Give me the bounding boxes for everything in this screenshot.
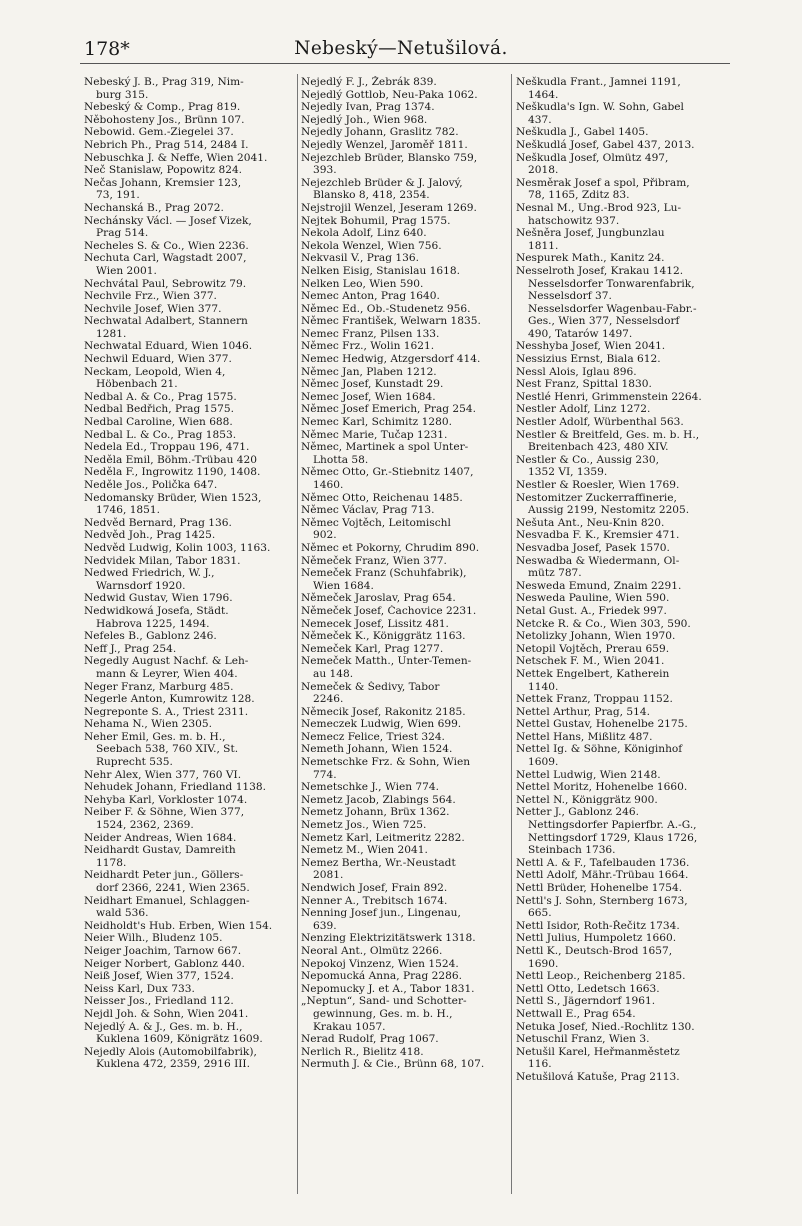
directory-entry-line: Nejedly Ivan, Prag 1374. [301, 101, 435, 114]
directory-entry-line: Nejedlý Joh., Wien 968. [301, 113, 428, 126]
directory-entry-line: Němec Václav, Prag 713. [301, 504, 435, 517]
directory-entry-line: Ruprecht 535. [96, 756, 173, 769]
directory-entry-line: hatschowitz 937. [528, 214, 620, 227]
directory-entry-line: Nehr Alex, Wien 377, 760 VI. [84, 768, 242, 781]
directory-entry-line: Němeček Jaroslav, Prag 654. [301, 592, 456, 605]
directory-entry-line: Kuklena 472, 2359, 2916 III. [96, 1058, 250, 1071]
directory-entry-line: Neškudlá Josef, Gabel 437, 2013. [516, 138, 695, 151]
directory-entry-line: Nebowid. Gem.-Ziegelei 37. [84, 126, 234, 139]
directory-entry-line: Wien 2001. [96, 264, 157, 277]
directory-entry-line: Němec Vojtěch, Leitomischl [301, 516, 451, 529]
directory-entry-line: Netolizky Johann, Wien 1970. [516, 630, 676, 643]
directory-entry-line: Neider Andreas, Wien 1684. [84, 831, 237, 844]
directory-entry-line: Prag 514. [96, 227, 149, 240]
directory-entry-line: Nestomitzer Zuckerraffinerie, [516, 491, 677, 504]
directory-entry-line: Nesweda Emund, Znaim 2291. [516, 579, 682, 592]
directory-entry-line: Nesvadba F. K., Kremsier 471. [516, 529, 680, 542]
directory-entry-line: Neiger Norbert, Gablonz 440. [84, 957, 245, 970]
directory-entry-line: Němeček K., Königgrätz 1163. [301, 630, 466, 643]
directory-entry-line: Nejedlý F. J., Žebrák 839. [301, 76, 437, 88]
directory-entry-line: Nedbal Bedřich, Prag 1575. [84, 403, 234, 416]
directory-entry-line: 78, 1165, Zditz 83. [528, 189, 630, 202]
directory-entry-line: Nechánsky Václ. — Josef Vizek, [84, 214, 252, 227]
directory-entry-line: Němec Otto, Gr.-Stiebnitz 1407, [301, 466, 474, 479]
directory-entry-line: mütz 787. [528, 567, 582, 580]
directory-entry-line: wald 536. [96, 907, 149, 920]
directory-entry-line: Nesselsdorf 37. [528, 290, 612, 303]
directory-entry-line: Nettel Ig. & Söhne, Königinhof [516, 743, 683, 756]
directory-entry-line: Nemec Karl, Schimitz 1280. [301, 416, 452, 429]
directory-entry-line: Neswadba & Wiedermann, Ol- [516, 554, 680, 567]
directory-entry-line: Lhotta 58. [313, 453, 369, 466]
directory-entry-line: Neč Stanislaw, Popowitz 824. [84, 164, 243, 177]
directory-entry-line: Neiss Karl, Dux 733. [84, 982, 195, 995]
directory-entry-line: Nehama N., Wien 2305. [84, 718, 212, 731]
directory-entry-line: 1811. [528, 239, 559, 252]
directory-entry-line: Nekvasil V., Prag 136. [301, 252, 419, 265]
directory-entry-line: Nejedly Alois (Automobilfabrik), [84, 1045, 257, 1058]
directory-entry-line: Neděla F., Ingrowitz 1190, 1408. [84, 466, 261, 479]
directory-entry-line: 665. [528, 907, 552, 920]
directory-entry-line: Netschek F. M., Wien 2041. [516, 655, 665, 668]
directory-entry-line: Němec Frz., Wolin 1621. [301, 340, 435, 353]
directory-entry-line: 1460. [313, 479, 344, 491]
directory-entry-line: Nerlich R., Bielitz 418. [301, 1045, 424, 1058]
directory-entry-line: Němec Ed., Ob.-Studenetz 956. [301, 302, 471, 315]
directory-entry-line: Nejedly Wenzel, Jaroměř 1811. [301, 138, 468, 151]
directory-entry-line: Nedbal L. & Co., Prag 1853. [84, 428, 237, 441]
directory-entry-line: Nestler Adolf, Würbenthal 563. [516, 416, 684, 429]
directory-entry-line: Nettingsdorfer Papierfbr. A.-G., [528, 819, 697, 832]
directory-entry-line: Němec et Pokorny, Chrudim 890. [301, 541, 480, 554]
running-title: Nebeský—Netušilová. [294, 38, 508, 59]
directory-entry-line: Nest Franz, Spittal 1830. [516, 378, 652, 391]
directory-entry-line: Nemeček Karl, Prag 1277. [301, 642, 444, 655]
directory-entry-line: Nemeček Franz (Schuhfabrik), [301, 567, 467, 580]
directory-entry-line: Nemeček & Šedivy, Tabor [301, 680, 440, 693]
directory-entry-line: Nemecek Josef, Lissitz 481. [301, 617, 449, 630]
directory-entry-line: Aussig 2199, Nestomitz 2205. [528, 504, 690, 517]
directory-entry-line: au 148. [313, 667, 354, 680]
directory-entry-line: Nepomucky J. et A., Tabor 1831. [301, 982, 475, 995]
directory-column-1 [84, 76, 300, 1071]
directory-entry-line: Nedwidkowá Josefa, Städt. [84, 604, 229, 617]
directory-entry-line: Nechwatal Adalbert, Stannern [84, 315, 248, 328]
directory-entry-line: Nelken Eisig, Stanislau 1618. [301, 264, 460, 277]
directory-entry-line: Nessl Alois, Iglau 896. [516, 365, 637, 378]
directory-entry-line: Nendwich Josef, Frain 892. [301, 882, 448, 894]
directory-entry-line: Nestler & Roesler, Wien 1769. [516, 479, 680, 491]
directory-entry-line: Neidhardt Peter jun., Göllers- [84, 869, 244, 882]
directory-entry-line: Nettl S., Jägerndorf 1961. [516, 995, 656, 1008]
directory-entry-line: 774. [313, 768, 337, 781]
directory-entry-line: Neiß Josef, Wien 377, 1524. [84, 970, 234, 983]
directory-entry-line: Netter J., Gablonz 246. [516, 806, 639, 819]
directory-entry-line: Netuka Josef, Nied.-Rochlitz 130. [516, 1020, 695, 1033]
directory-entry-line: 1178. [96, 856, 127, 869]
directory-entry-line: Nettel Ludwig, Wien 2148. [516, 768, 661, 781]
directory-entry-line: Nešněra Josef, Jungbunzlau [516, 227, 665, 240]
directory-entry-line: 1352 VI, 1359. [528, 466, 608, 479]
directory-entry-line: Nenner A., Trebitsch 1674. [301, 894, 448, 907]
directory-entry-line: Nemetz Johann, Brüx 1362. [301, 806, 450, 819]
directory-entry-line: Neškudla Frant., Jamnei 1191, [516, 76, 681, 88]
directory-entry-line: Warnsdorf 1920. [96, 579, 186, 592]
directory-entry-line: Netal Gust. A., Friedek 997. [516, 604, 667, 617]
directory-entry-line: Nerad Rudolf, Prag 1067. [301, 1033, 439, 1046]
directory-entry-line: Nepomucká Anna, Prag 2286. [301, 970, 462, 983]
directory-entry-line: Negreponte S. A., Triest 2311. [84, 705, 249, 718]
directory-entry-line: Nemec Josef, Wien 1684. [301, 390, 436, 403]
directory-entry-line: Nenzing Elektrizitätswerk 1318. [301, 932, 476, 945]
directory-entry-line: Němec Josef, Kunstadt 29. [301, 378, 444, 391]
directory-entry-line: Nespurek Math., Kanitz 24. [516, 252, 665, 265]
directory-entry-line: Nettl Adolf, Mähr.-Trübau 1664. [516, 869, 689, 882]
directory-entry-line: Nemec Franz, Pilsen 133. [301, 327, 440, 340]
directory-entry-line: Nedwed Friedrich, W. J., [84, 567, 215, 580]
directory-entry-line: Nestler & Co., Aussig 230, [516, 453, 659, 466]
directory-entry-line: Němec Jan, Plaben 1212. [301, 365, 437, 378]
directory-entry-line: Neff J., Prag 254. [84, 642, 177, 655]
directory-entry-line: Něbohosteny Jos., Brünn 107. [84, 113, 245, 126]
directory-entry-line: Nettel Gustav, Hohenelbe 2175. [516, 718, 688, 731]
directory-entry-line: Neidhardt Gustav, Damreith [84, 844, 236, 857]
directory-entry-line: Netuschil Franz, Wien 3. [516, 1033, 650, 1046]
directory-entry-line: Němec, Martinek a spol Unter- [301, 441, 469, 454]
directory-entry-line: Nesselroth Josef, Krakau 1412. [516, 264, 684, 277]
directory-entry-line: Nettel Hans, Mißlitz 487. [516, 730, 653, 743]
directory-entry-line: Nesselsdorfer Tonwarenfabrik, [528, 277, 695, 290]
directory-entry-line: Němec František, Welwarn 1835. [301, 315, 481, 328]
directory-entry-line: Nestler & Breitfeld, Ges. m. b. H., [516, 428, 700, 441]
directory-entry-line: Nesweda Pauline, Wien 590. [516, 592, 670, 605]
directory-entry-line: Nermuth J. & Cie., Brünn 68, 107. [301, 1058, 485, 1071]
directory-entry-line: Nettek Franz, Troppau 1152. [516, 693, 673, 706]
directory-entry-line: Nettl Isidor, Roth-Řečitz 1734. [516, 919, 680, 932]
directory-entry-line: Nešuta Ant., Neu-Knin 820. [516, 516, 665, 529]
directory-entry-line: Nettel Moritz, Hohenelbe 1660. [516, 781, 688, 794]
directory-entry-line: Nesnal M., Ung.-Brod 923, Lu- [516, 201, 682, 214]
directory-entry-line: Neidhart Emanuel, Schlaggen- [84, 894, 250, 907]
directory-entry-line: Nettl Julius, Humpoletz 1660. [516, 932, 677, 945]
directory-entry-line: Neškudla J., Gabel 1405. [516, 126, 649, 139]
directory-entry-line: Nejtek Bohumil, Prag 1575. [301, 214, 451, 227]
directory-entry-line: Nemec Anton, Prag 1640. [301, 290, 440, 303]
directory-entry-line: Němec Otto, Reichenau 1485. [301, 491, 463, 504]
directory-entry-line: „Neptun“, Sand- und Schotter- [301, 995, 467, 1008]
directory-entry-line: Neier Wilh., Bludenz 105. [84, 932, 223, 945]
directory-entry-line: Nesvadba Josef, Pasek 1570. [516, 541, 670, 554]
directory-entry-line: Netušilová Katuše, Prag 2113. [516, 1070, 680, 1083]
directory-entry-line: 73, 191. [96, 189, 140, 202]
directory-entry-line: Breitenbach 423, 480 XIV. [528, 441, 669, 454]
directory-entry-line: Neisser Jos., Friedland 112. [84, 995, 234, 1008]
directory-entry-line: Negedly August Nachf. & Leh- [84, 655, 249, 668]
directory-entry-line: Höbenbach 21. [96, 378, 178, 391]
directory-entry-line: Nedvidek Milan, Tabor 1831. [84, 554, 241, 567]
directory-entry-line: Neškudla's Ign. W. Sohn, Gabel [516, 101, 684, 114]
directory-entry-line: Nebrich Ph., Prag 514, 2484 I. [84, 138, 249, 151]
directory-entry-line: Nejezchleb Brüder & J. Jalový, [301, 176, 463, 189]
directory-entry-line: Nechanská B., Prag 2072. [84, 201, 224, 214]
directory-entry-line: Nejstrojil Wenzel, Jeseram 1269. [301, 201, 477, 214]
directory-entry-line: 2081. [313, 869, 344, 882]
directory-entry-line: Nefeles B., Gablonz 246. [84, 630, 217, 643]
directory-entry-line: Nesselsdorfer Wagenbau-Fabr.- [528, 302, 697, 315]
header-rule [80, 63, 730, 64]
directory-entry-line: Nemeth Johann, Wien 1524. [301, 743, 453, 756]
directory-entry-line: Němecik Josef, Rakonitz 2185. [301, 705, 466, 718]
directory-entry-line: Kuklena 1609, Königrätz 1609. [96, 1033, 263, 1046]
directory-entry-line: Nettl Brüder, Hohenelbe 1754. [516, 882, 683, 894]
directory-entry-line: Nečas Johann, Kremsier 123, [84, 176, 242, 189]
page-header [0, 30, 802, 64]
directory-entry-line: 1524, 2362, 2369. [96, 819, 194, 832]
directory-entry-line: Nesměrak Josef a spol, Přibram, [516, 176, 690, 189]
directory-entry-line: Neger Franz, Marburg 485. [84, 680, 234, 693]
directory-entry-line: Habrova 1225, 1494. [96, 617, 210, 630]
directory-entry-line: Neděle Jos., Polička 647. [84, 479, 218, 491]
directory-entry-line: Nemeczek Ludwig, Wien 699. [301, 718, 462, 731]
directory-entry-line: Nettl Leop., Reichenberg 2185. [516, 970, 686, 983]
directory-entry-line: Nechuta Carl, Wagstadt 2007, [84, 252, 247, 265]
directory-entry-line: 1464. [528, 88, 559, 101]
directory-entry-line: Nessizius Ernst, Biala 612. [516, 353, 661, 366]
directory-entry-line: Necheles S. & Co., Wien 2236. [84, 239, 249, 252]
directory-entry-line: Nechwatal Eduard, Wien 1046. [84, 340, 253, 353]
directory-entry-line: Nestler Adolf, Linz 1272. [516, 403, 651, 416]
directory-entry-line: Ges., Wien 377, Nesselsdorf [528, 315, 680, 328]
directory-entry-line: Wien 1684. [313, 579, 374, 592]
directory-entry-line: 490, Tatarów 1497. [528, 327, 633, 340]
directory-entry-line: Nedela Ed., Troppau 196, 471. [84, 441, 250, 454]
directory-entry-line: Netopil Vojtěch, Prerau 659. [516, 642, 670, 655]
directory-entry-line: Neher Emil, Ges. m. b. H., [84, 730, 226, 743]
directory-entry-line: burg 315. [96, 88, 149, 101]
directory-entry-line: Nettel N., Königgrätz 900. [516, 793, 658, 806]
directory-entry-line: Nedvěd Bernard, Prag 136. [84, 516, 232, 529]
directory-entry-line: Nejezchleb Brüder, Blansko 759, [301, 151, 478, 164]
directory-entry-line: Nechvile Josef, Wien 377. [84, 302, 222, 315]
page-number: 178* [84, 38, 130, 60]
directory-entry-line: 902. [313, 529, 337, 542]
directory-entry-line: Nemetz Jacob, Zlabings 564. [301, 793, 456, 806]
directory-entry-line: Nemetz M., Wien 2041. [301, 844, 428, 857]
directory-entry-line: 393. [313, 164, 337, 177]
directory-entry-line: 1690. [528, 957, 559, 970]
directory-entry-line: Nejedly Johann, Graslitz 782. [301, 126, 459, 139]
directory-entry-line: Nekola Wenzel, Wien 756. [301, 239, 442, 252]
directory-entry-line: Neiber F. & Söhne, Wien 377, [84, 806, 245, 819]
directory-entry-line: Nemetz Jos., Wien 725. [301, 819, 427, 832]
directory-entry-line: Nechwil Eduard, Wien 377. [84, 353, 232, 366]
directory-entry-line: Němeček Franz, Wien 377. [301, 554, 447, 567]
directory-entry-line: Nemeček Matth., Unter-Temen- [301, 655, 472, 668]
directory-entry-line: Nettel Arthur, Prag, 514. [516, 705, 650, 718]
directory-entry-line: Negerle Anton, Kumrowitz 128. [84, 693, 255, 706]
directory-entry-line: Němeček Josef, Čachovice 2231. [301, 604, 477, 617]
directory-entry-line: 1609. [528, 756, 559, 769]
directory-entry-line: Nettingsdorf 1729, Klaus 1726, [528, 831, 698, 844]
directory-entry-line: Nettl Otto, Ledetsch 1663. [516, 982, 660, 995]
directory-entry-line: Nettwall E., Prag 654. [516, 1007, 636, 1020]
directory-entry-line: Nedbal Caroline, Wien 688. [84, 416, 233, 429]
directory-entry-line: Nejdl Joh. & Sohn, Wien 2041. [84, 1007, 249, 1020]
directory-entry-line: Neidholdt's Hub. Erben, Wien 154. [84, 919, 273, 932]
directory-entry-line: gewinnung, Ges. m. b. H., [313, 1007, 453, 1020]
directory-entry-line: Nemetz Karl, Leitmeritz 2282. [301, 831, 465, 844]
directory-entry-line: Nedvěd Joh., Prag 1425. [84, 529, 216, 542]
directory-entry-line: Nepokoj Vinzenz, Wien 1524. [301, 957, 459, 970]
directory-entry-line: Nechvile Frz., Wien 377. [84, 290, 217, 303]
directory-entry-line: Nejedlý Gottlob, Neu-Paka 1062. [301, 88, 478, 101]
directory-entry-line: Nenning Josef jun., Lingenau, [301, 907, 461, 920]
directory-entry-line: 116. [528, 1058, 552, 1071]
directory-entry-line: Nemecz Felice, Triest 324. [301, 730, 445, 743]
directory-entry-line: Neckam, Leopold, Wien 4, [84, 365, 226, 378]
directory-entry-line: Nemetschke J., Wien 774. [301, 781, 440, 794]
directory-entry-line: Netcke R. & Co., Wien 303, 590. [516, 617, 691, 630]
directory-entry-line: Krakau 1057. [313, 1020, 386, 1033]
directory-entry-line: Neiger Joachim, Tarnow 667. [84, 944, 242, 957]
directory-column-3 [516, 76, 732, 1084]
directory-entry-line: Nemec Hedwig, Atzgersdorf 414. [301, 353, 481, 366]
directory-entry-line: Nebeský & Comp., Prag 819. [84, 101, 241, 114]
directory-entry-line: Nebuschka J. & Neffe, Wien 2041. [84, 151, 268, 164]
directory-entry-line: Neoral Ant., Olmütz 2266. [301, 944, 443, 957]
directory-entry-line: Němec Marie, Tučap 1231. [301, 428, 448, 441]
directory-entry-line: Nehyba Karl, Vorkloster 1074. [84, 793, 248, 806]
directory-entry-line: 639. [313, 919, 337, 932]
directory-column-2 [301, 76, 517, 1071]
directory-entry-line: Nelken Leo, Wien 590. [301, 277, 424, 290]
directory-entry-line: Blansko 8, 418, 2354. [313, 189, 430, 202]
directory-entry-line: 437. [528, 113, 552, 126]
directory-entry-line: Nettl K., Deutsch-Brod 1657, [516, 944, 673, 957]
directory-entry-line: 1140. [528, 680, 559, 693]
directory-entry-line: Nettl's J. Sohn, Sternberg 1673, [516, 894, 688, 907]
directory-entry-line: Nettek Engelbert, Katherein [516, 667, 670, 680]
directory-entry-line: Nebeský J. B., Prag 319, Nim- [84, 76, 244, 88]
directory-entry-line: Seebach 538, 760 XIV., St. [96, 743, 239, 756]
directory-entry-line: Nemetschke Frz. & Sohn, Wien [301, 756, 471, 769]
directory-entry-line: Nemez Bertha, Wr.-Neustadt [301, 856, 456, 869]
directory-entry-line: Nekola Adolf, Linz 640. [301, 227, 427, 240]
directory-entry-line: Neškudla Josef, Olmütz 497, [516, 151, 669, 164]
directory-entry-line: Steinbach 1736. [528, 844, 616, 857]
directory-entry-line: 1746, 1851. [96, 504, 161, 517]
directory-entry-line: Nettl A. & F., Tafelbauden 1736. [516, 856, 690, 869]
directory-entry-line: Nestlé Henri, Grimmenstein 2264. [516, 390, 702, 403]
directory-entry-line: 2246. [313, 693, 344, 706]
directory-entry-line: Nedbal A. & Co., Prag 1575. [84, 390, 237, 403]
directory-entry-line: Netušil Karel, Heřmanměstetz [516, 1045, 680, 1058]
directory-entry-line: Nesshyba Josef, Wien 2041. [516, 340, 666, 353]
directory-entry-line: Nechvátal Paul, Sebrowitz 79. [84, 277, 247, 290]
directory-entry-line: Nehudek Johann, Friedland 1138. [84, 781, 267, 794]
directory-entry-line: Nedvěd Ludwig, Kolin 1003, 1163. [84, 541, 271, 554]
directory-entry-line: mann & Leyrer, Wien 404. [96, 667, 238, 680]
directory-entry-line: Němec Josef Emerich, Prag 254. [301, 403, 477, 416]
directory-entry-line: 1281. [96, 327, 127, 340]
directory-entry-line: Nedomansky Brüder, Wien 1523, [84, 491, 262, 504]
directory-entry-line: Nedwid Gustav, Wien 1796. [84, 592, 233, 605]
directory-entry-line: 2018. [528, 164, 559, 177]
directory-entry-line: Neděla Emil, Böhm.-Trübau 420 [84, 453, 258, 466]
directory-entry-line: dorf 2366, 2241, Wien 2365. [96, 882, 250, 894]
directory-entry-line: Nejedlý A. & J., Ges. m. b. H., [84, 1020, 243, 1033]
